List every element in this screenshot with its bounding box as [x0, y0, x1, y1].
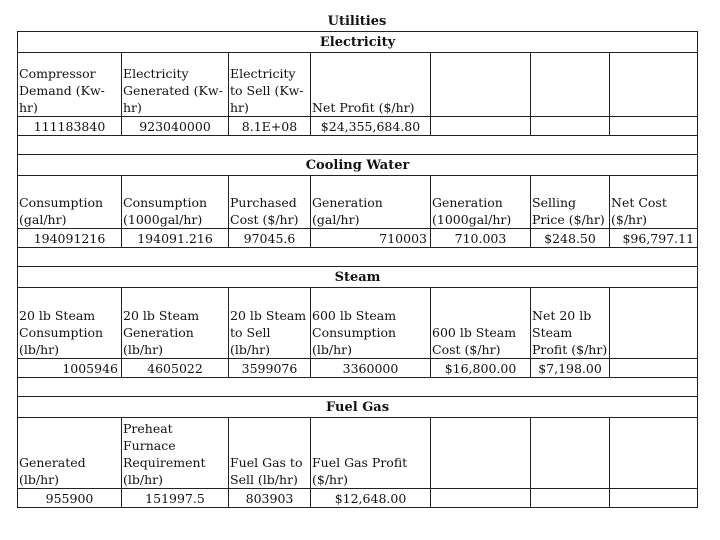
empty-cell[interactable] — [531, 117, 610, 136]
steam-header-row — [18, 288, 698, 359]
cooling-water-section-row — [18, 155, 698, 176]
header-cell[interactable]: Electricity Generated (Kw-hr) — [122, 53, 229, 117]
header-cell[interactable]: Net Cost ($/hr) — [610, 176, 698, 229]
header-cell[interactable]: Compressor Demand (Kw-hr) — [18, 53, 122, 117]
electricity-section-row — [18, 32, 698, 53]
cooling-water-section-title: Cooling Water — [18, 155, 698, 176]
value-cell[interactable]: $248.50 — [531, 229, 610, 248]
empty-cell[interactable] — [18, 378, 698, 397]
cooling-water-value-row — [18, 229, 698, 248]
value-cell[interactable]: $96,797.11 — [610, 229, 698, 248]
header-cell[interactable]: Net 20 lb Steam Profit ($/hr) — [531, 288, 610, 359]
value-cell[interactable]: 955900 — [18, 489, 122, 508]
empty-cell[interactable] — [431, 418, 531, 489]
header-cell[interactable]: Purchased Cost ($/hr) — [229, 176, 311, 229]
value-cell[interactable]: $7,198.00 — [531, 359, 610, 378]
header-cell[interactable]: 20 lb Steam Generation (lb/hr) — [122, 288, 229, 359]
empty-cell[interactable] — [610, 53, 698, 117]
empty-cell[interactable] — [531, 53, 610, 117]
header-cell[interactable]: Fuel Gas Profit ($/hr) — [311, 418, 431, 489]
steam-section-title: Steam — [18, 267, 698, 288]
value-cell[interactable]: 8.1E+08 — [229, 117, 311, 136]
value-cell[interactable]: 923040000 — [122, 117, 229, 136]
steam-section-row — [18, 267, 698, 288]
fuel-gas-value-row — [18, 489, 698, 508]
spreadsheet — [17, 0, 697, 540]
value-cell[interactable]: 803903 — [229, 489, 311, 508]
empty-cell[interactable] — [610, 117, 698, 136]
empty-cell[interactable] — [18, 248, 698, 267]
spacer-row — [18, 248, 698, 267]
header-cell[interactable]: Preheat Furnace Requirement (lb/hr) — [122, 418, 229, 489]
fuel-gas-header-row — [18, 418, 698, 489]
value-cell[interactable]: $24,355,684.80 — [311, 117, 431, 136]
empty-cell[interactable] — [18, 136, 698, 155]
value-cell[interactable]: 1005946 — [18, 359, 122, 378]
electricity-header-row — [18, 53, 698, 117]
header-cell[interactable]: 20 lb Steam Consumption (lb/hr) — [18, 288, 122, 359]
fuel-gas-section-row — [18, 397, 698, 418]
header-cell[interactable]: 600 lb Steam Consumption (lb/hr) — [311, 288, 431, 359]
value-cell[interactable]: 111183840 — [18, 117, 122, 136]
header-cell[interactable]: 600 lb Steam Cost ($/hr) — [431, 288, 531, 359]
page-title: Utilities — [327, 14, 387, 29]
header-cell[interactable]: Electricity to Sell (Kw-hr) — [229, 53, 311, 117]
empty-cell[interactable] — [610, 359, 698, 378]
empty-cell[interactable] — [431, 53, 531, 117]
value-cell[interactable]: 710003 — [311, 229, 431, 248]
value-cell[interactable]: 151997.5 — [122, 489, 229, 508]
fuel-gas-section-title: Fuel Gas — [18, 397, 698, 418]
header-cell[interactable]: Generation (1000gal/hr) — [431, 176, 531, 229]
cooling-water-header-row — [18, 176, 698, 229]
utilities-table — [17, 31, 698, 508]
electricity-section-title: Electricity — [18, 32, 698, 53]
steam-value-row — [18, 359, 698, 378]
header-cell[interactable]: Consumption (1000gal/hr) — [122, 176, 229, 229]
value-cell[interactable]: 97045.6 — [229, 229, 311, 248]
header-cell[interactable]: Generated (lb/hr) — [18, 418, 122, 489]
value-cell[interactable]: 194091.216 — [122, 229, 229, 248]
value-cell[interactable]: $16,800.00 — [431, 359, 531, 378]
empty-cell[interactable] — [531, 489, 610, 508]
value-cell[interactable]: 194091216 — [18, 229, 122, 248]
header-cell[interactable]: Selling Price ($/hr) — [531, 176, 610, 229]
value-cell[interactable]: $12,648.00 — [311, 489, 431, 508]
header-cell[interactable]: Net Profit ($/hr) — [311, 53, 431, 117]
empty-cell[interactable] — [431, 117, 531, 136]
spacer-row — [18, 378, 698, 397]
header-cell[interactable]: Fuel Gas to Sell (lb/hr) — [229, 418, 311, 489]
empty-cell[interactable] — [610, 489, 698, 508]
empty-cell[interactable] — [531, 418, 610, 489]
empty-cell[interactable] — [610, 288, 698, 359]
spacer-row — [18, 136, 698, 155]
header-cell[interactable]: 20 lb Steam to Sell (lb/hr) — [229, 288, 311, 359]
value-cell[interactable]: 3599076 — [229, 359, 311, 378]
value-cell[interactable]: 3360000 — [311, 359, 431, 378]
empty-cell[interactable] — [610, 418, 698, 489]
value-cell[interactable]: 4605022 — [122, 359, 229, 378]
header-cell[interactable]: Generation (gal/hr) — [311, 176, 431, 229]
empty-cell[interactable] — [431, 489, 531, 508]
header-cell[interactable]: Consumption (gal/hr) — [18, 176, 122, 229]
electricity-value-row — [18, 117, 698, 136]
value-cell[interactable]: 710.003 — [431, 229, 531, 248]
